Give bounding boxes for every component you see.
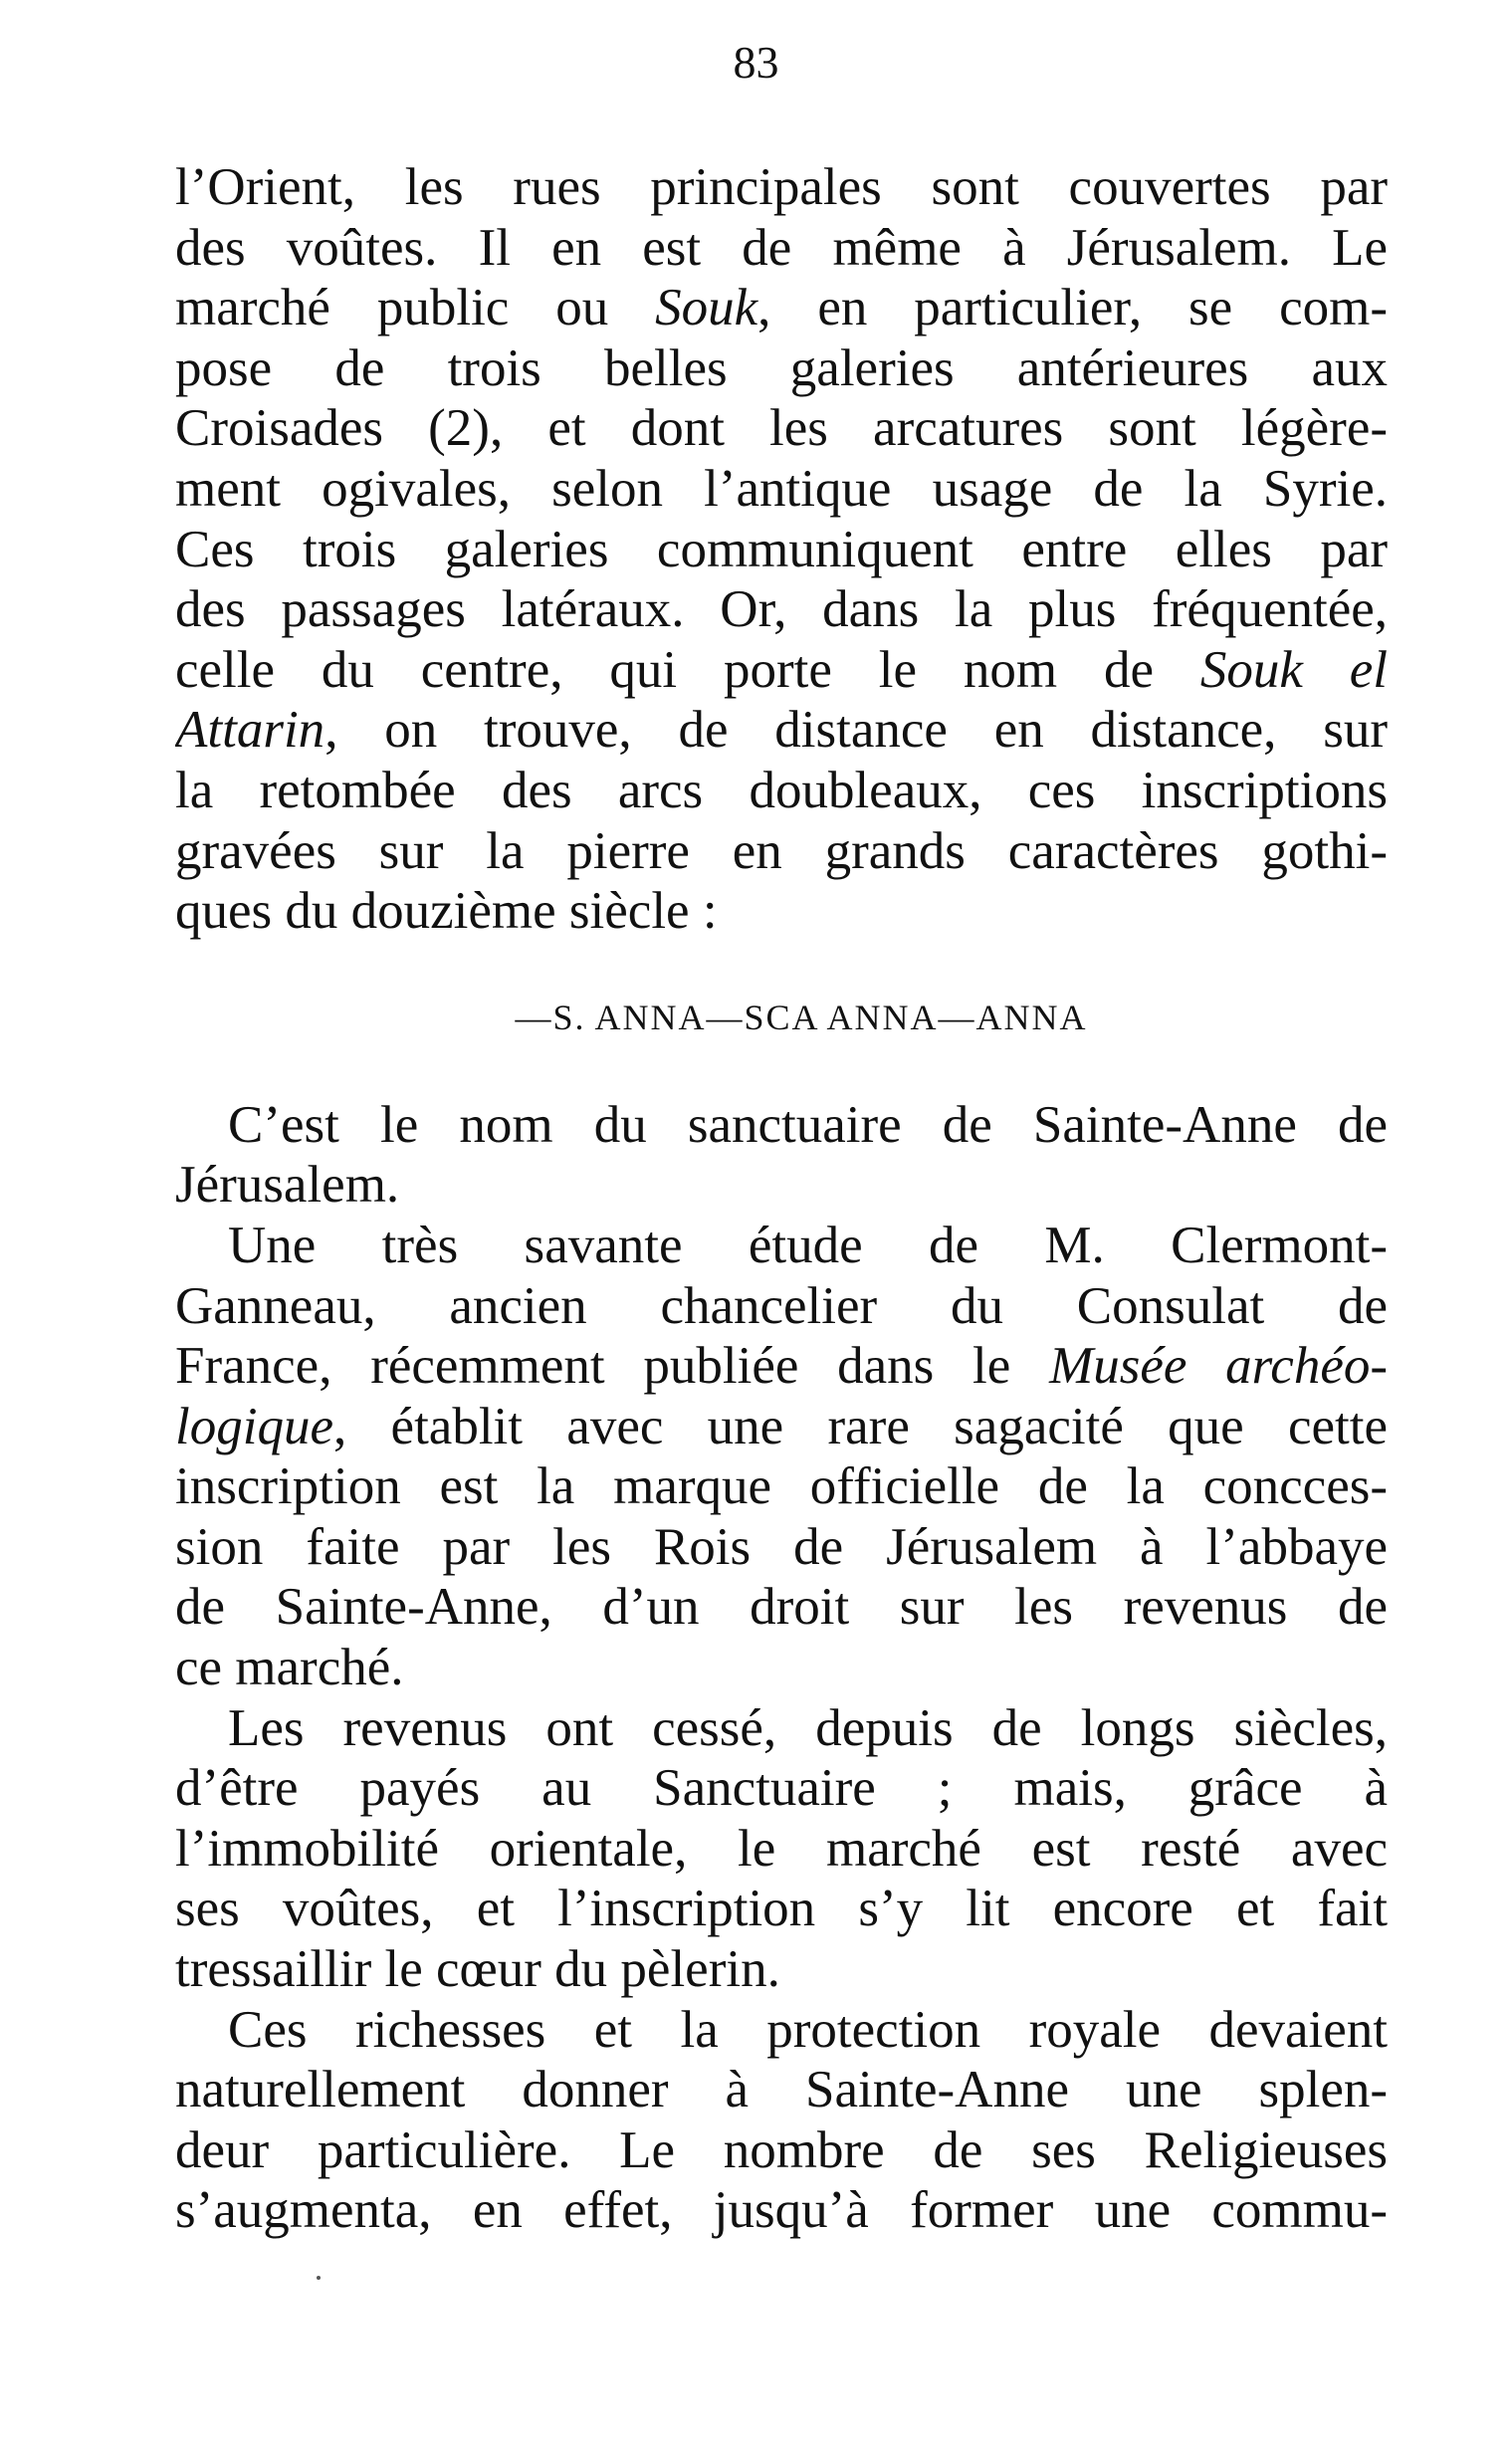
text-line: ses voûtes, et l’inscription s’y lit encore et fait — [175, 1880, 1388, 1938]
paragraph-5 — [175, 2000, 1388, 2241]
text-line: Jérusalem. — [175, 1156, 400, 1215]
text-line: Les revenus ont cessé, depuis de longs siècles, — [228, 1698, 1388, 1757]
text-line: marché public ou Souk, en particulier, se com- — [175, 279, 1388, 337]
text-line: ment ogivales, selon l’antique usage de la Syrie. — [175, 459, 1388, 518]
text-line: pose de trois belles galeries antérieures aux — [175, 338, 1388, 397]
text-line: Une très savante étude de M. Clermont- — [228, 1216, 1388, 1274]
paragraph-1 — [175, 157, 1388, 942]
text-line: sion faite par les Rois de Jérusalem à l’abbaye — [175, 1517, 1388, 1576]
text-line: inscription est la marque officielle de la concces- — [175, 1457, 1388, 1516]
text-line: Croisades (2), et dont les arcatures sont légère- — [175, 399, 1388, 458]
paragraph-3 — [175, 1216, 1388, 1698]
text-line: ce marché. — [175, 1639, 404, 1697]
text-line: tressaillir le cœur du pèlerin. — [175, 1940, 780, 1999]
text-line: C’est le nom du sanctuaire de Sainte-Anne de — [228, 1095, 1388, 1154]
text-line: ques du douzième siècle : — [175, 882, 718, 941]
text-line: des passages latéraux. Or, dans la plus fréquentée, — [175, 580, 1388, 639]
text-line: l’immobilité orientale, le marché est resté avec — [175, 1819, 1388, 1878]
text-line: celle du centre, qui porte le nom de Souk el — [175, 640, 1388, 699]
text-line: l’Orient, les rues principales sont couvertes par — [175, 158, 1388, 216]
text-line: logique, établit avec une rare sagacité que cette — [175, 1397, 1388, 1455]
text-line: France, récemment publiée dans le Musée archéo- — [175, 1337, 1388, 1396]
page-number: 83 — [733, 37, 779, 88]
text-line: s’augmenta, en effet, jusqu’à former une commu- — [175, 2181, 1388, 2240]
text-line: gravées sur la pierre en grands caractères gothi- — [175, 821, 1388, 880]
text-line: des voûtes. Il en est de même à Jérusalem. Le — [175, 218, 1388, 277]
text-line: Ces richesses et la protection royale devaient — [228, 2000, 1388, 2059]
text-line: deur particulière. Le nombre de ses Religieuses — [175, 2120, 1388, 2179]
paragraph-4 — [175, 1698, 1388, 2000]
text-line: naturellement donner à Sainte-Anne une splen- — [175, 2061, 1388, 2119]
text-line: Attarin, on trouve, de distance en distance, sur — [175, 701, 1388, 760]
text-line: de Sainte-Anne, d’un droit sur les revenus de — [175, 1578, 1388, 1637]
paragraph-2 — [175, 1095, 1388, 1216]
inscription: —S. ANNA—SCA ANNA—ANNA — [515, 997, 1088, 1037]
text-line: la retombée des arcs doubleaux, ces inscriptions — [175, 761, 1388, 819]
print-speck — [317, 2276, 321, 2280]
body-text — [175, 157, 1388, 2241]
text-line: d’être payés au Sanctuaire ; mais, grâce à — [175, 1759, 1388, 1818]
text-line: Ganneau, ancien chancelier du Consulat de — [175, 1276, 1388, 1335]
text-line: Ces trois galeries communiquent entre elles par — [175, 520, 1388, 578]
